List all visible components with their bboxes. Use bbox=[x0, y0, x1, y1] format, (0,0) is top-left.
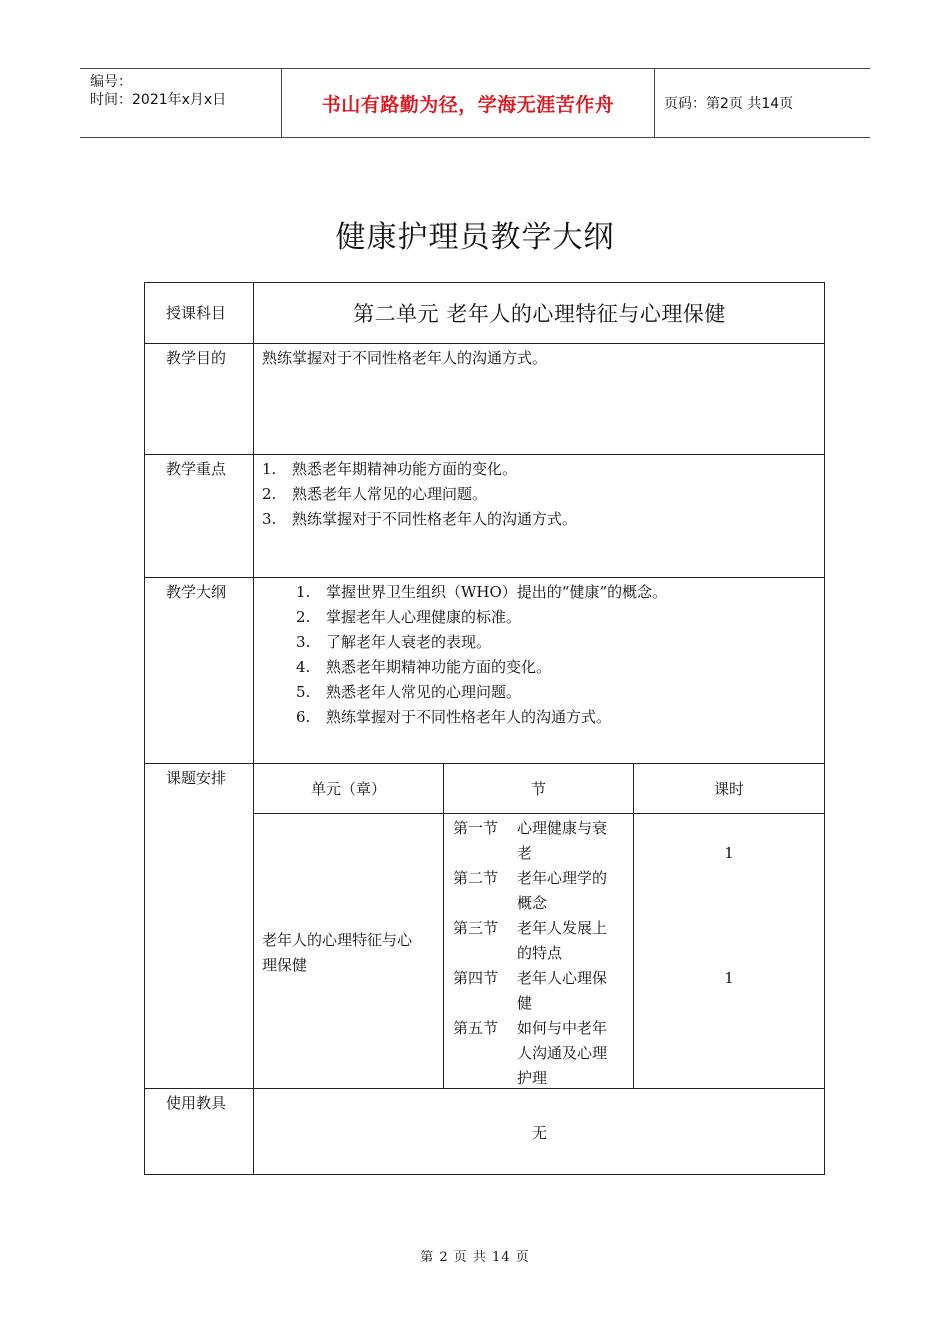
table-border-right bbox=[824, 282, 825, 1175]
section-label: 第二节 bbox=[453, 869, 499, 887]
section-title-line: 的特点 bbox=[517, 944, 563, 962]
item-number: 1. bbox=[296, 583, 311, 601]
section-label: 第三节 bbox=[453, 919, 499, 937]
syllabus-table bbox=[144, 282, 825, 1175]
item-text: 掌握世界卫生组织（WHO）提出的“健康”的概念。 bbox=[326, 583, 668, 601]
section-item bbox=[453, 816, 607, 841]
unit-name-line: 老年人的心理特征与心 bbox=[262, 931, 413, 949]
item-number: 1. bbox=[262, 460, 277, 478]
section-title-line: 老年心理学的 bbox=[517, 869, 608, 887]
item-text: 熟悉老年人常见的心理问题。 bbox=[292, 485, 488, 503]
document-title: 健康护理员教学大纲 bbox=[335, 220, 615, 255]
list-item bbox=[296, 705, 611, 730]
section-item bbox=[453, 1016, 607, 1041]
item-text: 熟悉老年期精神功能方面的变化。 bbox=[292, 460, 518, 478]
section-title-line: 人沟通及心理 bbox=[517, 1044, 608, 1062]
section-label: 第四节 bbox=[453, 969, 499, 987]
outline-label: 教学大纲 bbox=[166, 583, 227, 601]
list-item bbox=[262, 482, 487, 507]
subject-value: 第二单元 老年人的心理特征与心理保健 bbox=[353, 301, 726, 326]
tools-value: 无 bbox=[531, 1124, 547, 1142]
section-title-line: 如何与中老年 bbox=[517, 1019, 608, 1037]
motto: 书山有路勤为径，学海无涯苦作舟 bbox=[281, 69, 655, 137]
item-number: 6. bbox=[296, 708, 311, 726]
list-item bbox=[296, 580, 667, 605]
list-item bbox=[296, 605, 521, 630]
row-divider bbox=[144, 1088, 825, 1089]
schedule-label: 课题安排 bbox=[166, 769, 227, 787]
item-text: 熟练掌握对于不同性格老年人的沟通方式。 bbox=[292, 510, 578, 528]
item-text: 了解老年人衰老的表现。 bbox=[326, 633, 492, 651]
table-border-left bbox=[144, 282, 145, 1175]
hours-column-header: 课时 bbox=[713, 780, 744, 798]
section-title-line: 概念 bbox=[517, 894, 548, 912]
item-number: 4. bbox=[296, 658, 311, 676]
item-number: 3. bbox=[262, 510, 277, 528]
time-label: 时间：2021年x月x日 bbox=[90, 92, 227, 108]
section-item bbox=[453, 916, 607, 941]
item-text: 熟练掌握对于不同性格老年人的沟通方式。 bbox=[326, 708, 612, 726]
goal-label: 教学目的 bbox=[166, 349, 227, 367]
section-title-line: 老年人心理保 bbox=[517, 969, 608, 987]
header-info-cell bbox=[80, 69, 280, 137]
item-text: 熟悉老年人常见的心理问题。 bbox=[326, 683, 522, 701]
section-title-line: 健 bbox=[517, 994, 533, 1012]
hours-value: 1 bbox=[724, 844, 734, 862]
list-item bbox=[296, 630, 491, 655]
page-footer: 第 2 页 共 14 页 bbox=[420, 1250, 530, 1265]
item-text: 掌握老年人心理健康的标准。 bbox=[326, 608, 522, 626]
section-title-line: 心理健康与衰 bbox=[517, 819, 608, 837]
list-item bbox=[296, 680, 521, 705]
item-text: 熟悉老年期精神功能方面的变化。 bbox=[326, 658, 552, 676]
list-item bbox=[262, 457, 517, 482]
unit-column-header: 单元（章） bbox=[310, 780, 386, 798]
schedule-column-divider bbox=[633, 763, 634, 1089]
row-divider bbox=[144, 577, 825, 578]
page-number-label: 页码：第2页 共14页 bbox=[664, 96, 794, 112]
number-label: 编号： bbox=[90, 74, 132, 90]
section-label: 第五节 bbox=[453, 1019, 499, 1037]
section-label: 第一节 bbox=[453, 819, 499, 837]
section-item bbox=[453, 866, 607, 891]
section-column-header: 节 bbox=[530, 780, 546, 798]
schedule-header-divider bbox=[254, 813, 825, 814]
focus-label: 教学重点 bbox=[166, 460, 227, 478]
section-title-line: 护理 bbox=[517, 1069, 548, 1087]
row-divider bbox=[144, 343, 825, 344]
goal-text: 熟练掌握对于不同性格老年人的沟通方式。 bbox=[262, 349, 548, 367]
item-number: 2. bbox=[262, 485, 277, 503]
item-number: 3. bbox=[296, 633, 311, 651]
label-column-divider bbox=[253, 282, 254, 1175]
row-divider bbox=[144, 454, 825, 455]
table-border-bottom bbox=[144, 1174, 825, 1175]
subject-label: 授课科目 bbox=[166, 304, 227, 322]
list-item bbox=[262, 507, 577, 532]
section-title-line: 老年人发展上 bbox=[517, 919, 608, 937]
schedule-column-divider bbox=[443, 763, 444, 1089]
row-divider bbox=[144, 763, 825, 764]
hours-value: 1 bbox=[724, 969, 734, 987]
unit-name-line: 理保健 bbox=[262, 956, 308, 974]
section-title-line: 老 bbox=[517, 844, 533, 862]
item-number: 2. bbox=[296, 608, 311, 626]
section-item bbox=[453, 966, 607, 991]
list-item bbox=[296, 655, 551, 680]
page-header bbox=[80, 68, 870, 138]
tools-label: 使用教具 bbox=[166, 1094, 227, 1112]
item-number: 5. bbox=[296, 683, 311, 701]
